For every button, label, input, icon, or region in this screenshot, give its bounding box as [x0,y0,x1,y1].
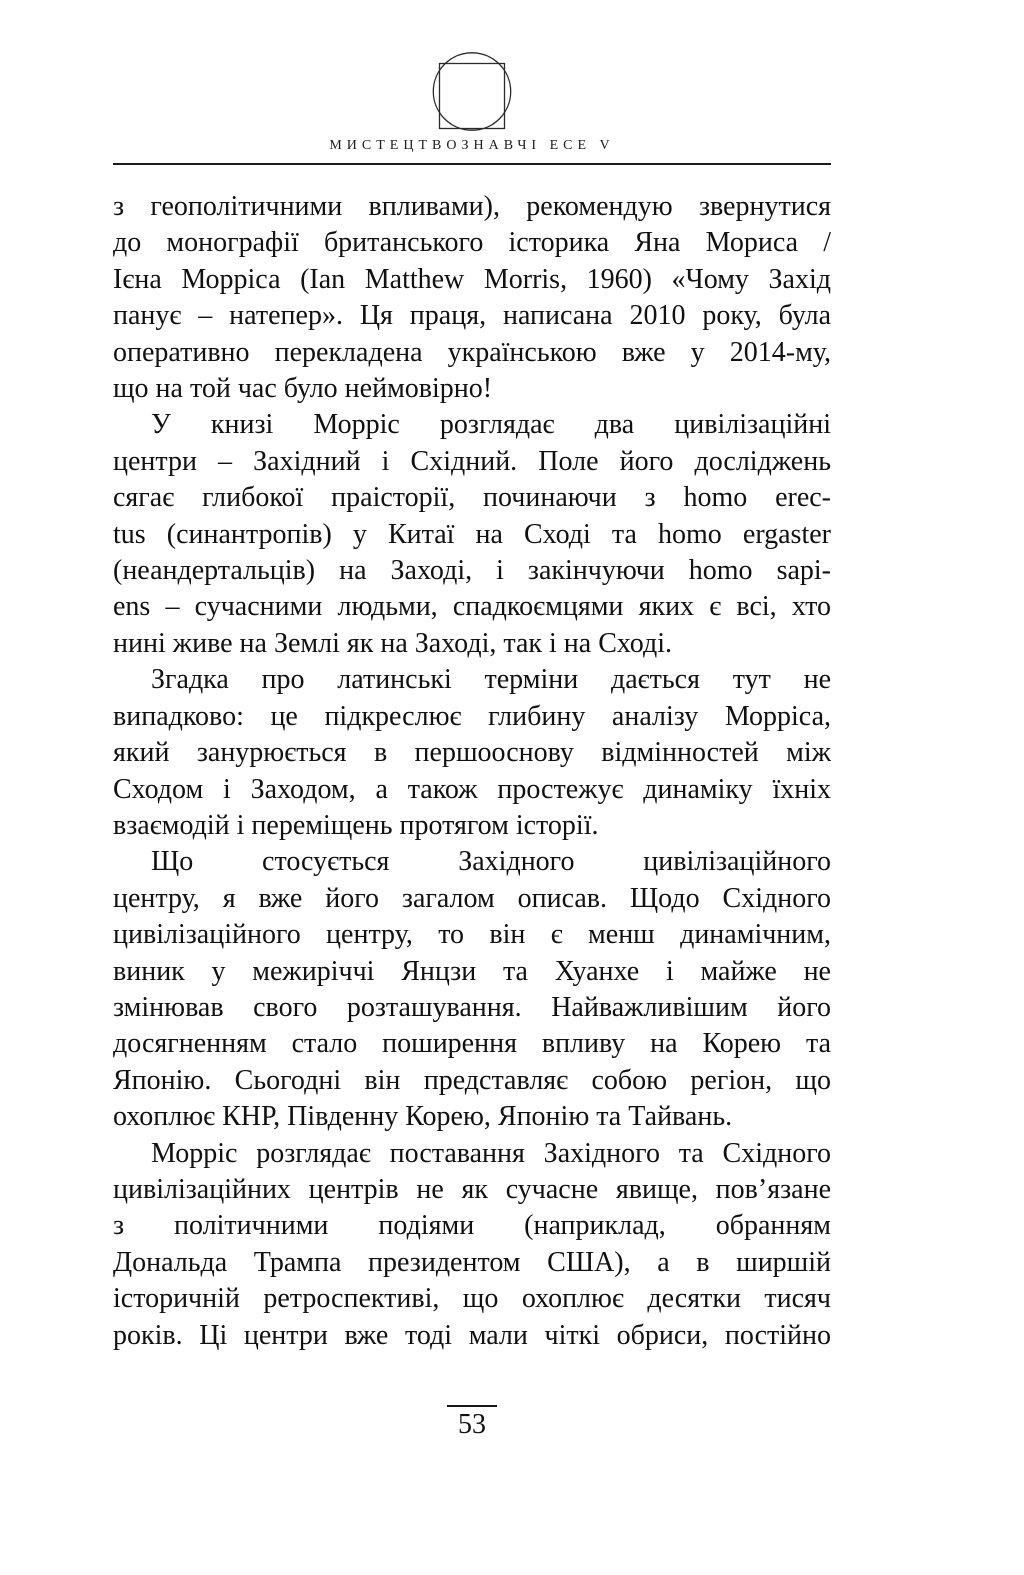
text-line: центри – Західний і Східний. Поле його досліджень [113,445,831,477]
text-line: нині живе на Землі як на Заході, так і на Сході. [113,627,673,659]
text-line: історичній ретроспективі, що охоплює десятки тисяч [113,1283,831,1315]
page-body [113,189,831,1354]
text-line: випадково: це підкреслює глибину аналізу Морріса, [113,700,831,732]
paragraph [113,189,831,407]
text-line: років. Ці центри вже тоді мали чіткі обриси, постійно [113,1319,831,1351]
text-line: виник у межиріччі Янцзи та Хуанхе і майже не [113,955,831,987]
text-line: центру, я вже його загалом описав. Щодо Східного [113,882,831,914]
paragraph [113,407,831,662]
text-line: Морріс розглядає поставання Західного та Східного [151,1137,831,1169]
text-line: який занурюється в першооснову відмінностей між [113,737,831,769]
text-line: ens – сучасними людьми, спадкоємцями яких є всі, хто [113,591,831,623]
text-line: оперативно перекладена українською вже у 2014-му, [113,336,831,368]
text-line: tus (синантропів) у Китаї на Сході та homo ergaster [113,518,831,550]
text-line: змінював свого розташування. Найважливішим його [113,991,831,1023]
text-line: У книзі Морріс розглядає два цивілізаційні [151,409,831,441]
header-rule [113,163,831,165]
text-line: з політичними подіями (наприклад, обранням [113,1210,831,1242]
paragraph [113,844,831,1135]
text-line: що на той час було неймовірно! [113,373,493,405]
text-line: до монографії британського історика Яна Мориса / [113,227,831,259]
page-header [113,0,831,173]
publisher-logo-icon [422,52,522,133]
paragraph [113,662,831,844]
text-line: (неандертальців) на Заході, і закінчуючи homo sapi- [113,555,831,587]
text-line: охоплює КНР, Південну Корею, Японію та Тайвань. [113,1101,733,1133]
page-number: 53 [447,1405,497,1442]
text-line: сягає глибокої праісторії, починаючи з homo erec- [113,482,831,514]
text-line: з геополітичними впливами), рекомендую звернутися [113,191,831,222]
text-line: Згадка про латинські терміни дається тут не [151,664,831,696]
page-footer [113,1405,831,1442]
text-line: взаємодій і переміщень протягом історії. [113,809,599,841]
text-line: Японію. Сьогодні він представляє собою регіон, що [113,1064,831,1096]
text-line: цивілізаційного центру, то він є менш динамічним, [113,919,831,951]
text-line: цивілізаційних центрів не як сучасне явище, пов’язане [113,1173,831,1205]
text-line: Дональда Трампа президентом США), а в ширшій [113,1246,831,1278]
text-line: Сходом і Заходом, а також простежує динаміку їхніх [113,773,831,805]
text-line: досягненням стало поширення впливу на Корею та [113,1028,831,1060]
text-line: Ієна Морріса (Ian Matthew Morris, 1960) «Чому Захід [113,263,831,295]
text-line: панує – натепер». Ця праця, написана 2010 року, була [113,300,831,332]
text-line: Що стосується Західного цивілізаційного [151,846,831,878]
paragraph [113,1136,831,1354]
series-title: МИСТЕЦТВОЗНАВЧІ ЕСЕ V [329,138,615,153]
